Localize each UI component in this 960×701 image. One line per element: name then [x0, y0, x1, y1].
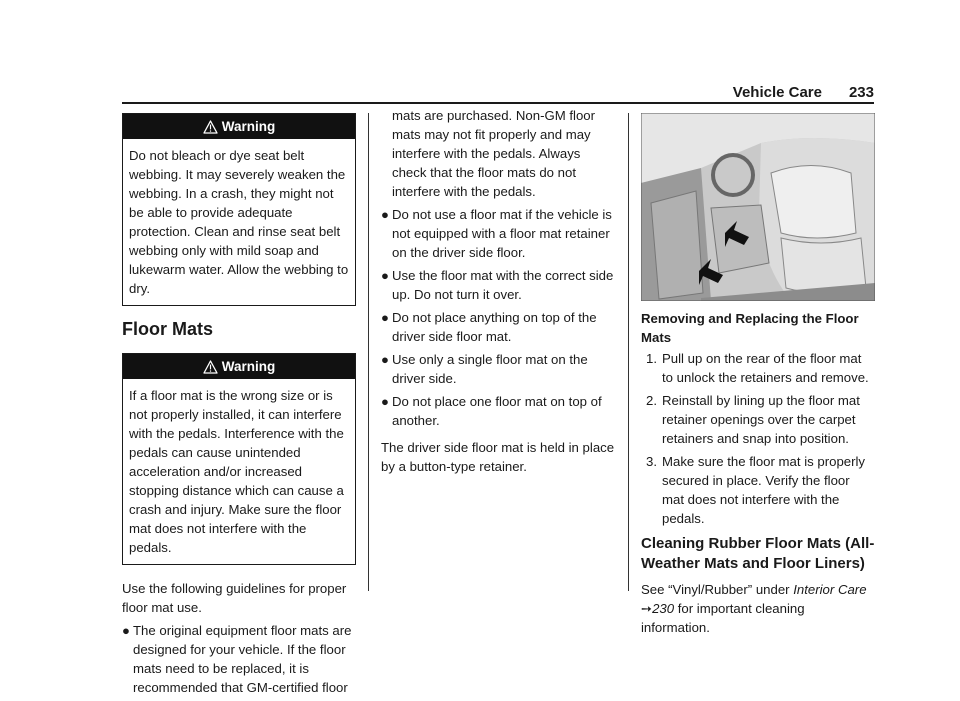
- column-divider: [628, 113, 629, 591]
- list-item: [381, 392, 615, 430]
- warning-text: If a floor mat is the wrong size or is not properly installed, it can interfere with the pedals. Interference with the pedals can cause unintended acceleration and/or increased stopping distance which can cause a crash and injury. Make sure the floor mat does not interfere with the pedals.: [129, 388, 344, 555]
- section-heading: Floor Mats: [122, 319, 214, 339]
- bullet-list: [122, 621, 356, 697]
- interior-care-link[interactable]: Interior Care: [793, 582, 867, 597]
- column-1: [122, 113, 356, 701]
- list-item: [381, 308, 615, 346]
- warning-header: [123, 354, 355, 379]
- step-item: [641, 391, 875, 448]
- step-text: Pull up on the rear of the floor mat to unlock the retainers and remove.: [662, 351, 869, 385]
- warning-title: Warning: [221, 119, 276, 134]
- section-title: Vehicle Care: [732, 84, 822, 101]
- column-2: [381, 106, 615, 476]
- warning-text: Do not bleach or dye seat belt webbing. It may severely weaken the webbing. In a crash, they might not be able to provide adequate protection. Clean and rinse seat belt webbing only with mild soap and lukewarm water. Allow the webbing to dry.: [129, 148, 349, 296]
- bullet-icon: ●: [381, 394, 389, 409]
- list-item-text: Do not place anything on top of the driver side floor mat.: [392, 310, 597, 344]
- page-ref-link[interactable]: 230: [652, 601, 675, 616]
- closing-paragraph: The driver side floor mat is held in place by a button-type retainer.: [381, 440, 615, 474]
- cross-reference-paragraph: [641, 580, 875, 637]
- floor-mat-illustration: [641, 113, 875, 301]
- subsection-heading: Removing and Replacing the Floor Mats: [641, 311, 859, 345]
- section-heading: Cleaning Rubber Floor Mats (All-Weather Mats and Floor Liners): [641, 535, 875, 572]
- warning-triangle-icon: [203, 120, 218, 134]
- header-rule: [122, 102, 874, 104]
- step-item: [641, 349, 875, 387]
- step-item: [641, 452, 875, 528]
- steps-list: [641, 349, 875, 528]
- step-text: Make sure the floor mat is properly secured in place. Verify the floor mat does not interfere with the pedals.: [662, 454, 866, 526]
- see-suffix: for important cleaning information.: [641, 601, 805, 635]
- continued-text: mats are purchased. Non-GM floor mats may not fit properly and may interfere with the pedals. Always check that the floor mats do not interfere with the pedals.: [392, 108, 596, 199]
- bullet-list: [381, 205, 615, 430]
- list-item-text: Use only a single floor mat on the driver side.: [392, 352, 588, 386]
- list-item-text: Do not use a floor mat if the vehicle is not equipped with a floor mat retainer on the driver side floor.: [392, 207, 612, 260]
- bullet-icon: ●: [381, 352, 389, 367]
- warning-header: [123, 114, 355, 139]
- list-item-text: The original equipment floor mats are designed for your vehicle. If the floor mats need to be replaced, it is recommended that GM-certified floor: [133, 623, 352, 695]
- warning-box: [122, 353, 356, 565]
- warning-triangle-icon: [203, 360, 218, 374]
- page-header: [122, 82, 874, 104]
- list-item: [381, 205, 615, 262]
- bullet-icon: ●: [381, 207, 389, 222]
- step-number: 2.: [646, 393, 657, 408]
- bullet-icon: ●: [122, 623, 130, 638]
- list-item-text: Use the floor mat with the correct side up. Do not turn it over.: [392, 268, 614, 302]
- column-divider: [368, 113, 369, 591]
- bullet-icon: ●: [381, 310, 389, 325]
- list-item: [122, 621, 356, 697]
- warning-box: [122, 113, 356, 306]
- step-number: 3.: [646, 454, 657, 469]
- list-item: [381, 350, 615, 388]
- page-ref-icon: ➙: [641, 601, 653, 616]
- column-3: [641, 113, 875, 637]
- step-text: Reinstall by lining up the floor mat retainer openings over the carpet retainers and snap into position.: [662, 393, 860, 446]
- see-prefix: See “Vinyl/Rubber” under: [641, 582, 794, 597]
- intro-paragraph: Use the following guidelines for proper floor mat use.: [122, 581, 347, 615]
- bullet-icon: ●: [381, 268, 389, 283]
- list-item-text: Do not place one floor mat on top of another.: [392, 394, 602, 428]
- warning-title: Warning: [221, 359, 276, 374]
- page-number: 233: [848, 84, 874, 101]
- list-item: [381, 266, 615, 304]
- step-number: 1.: [646, 351, 657, 366]
